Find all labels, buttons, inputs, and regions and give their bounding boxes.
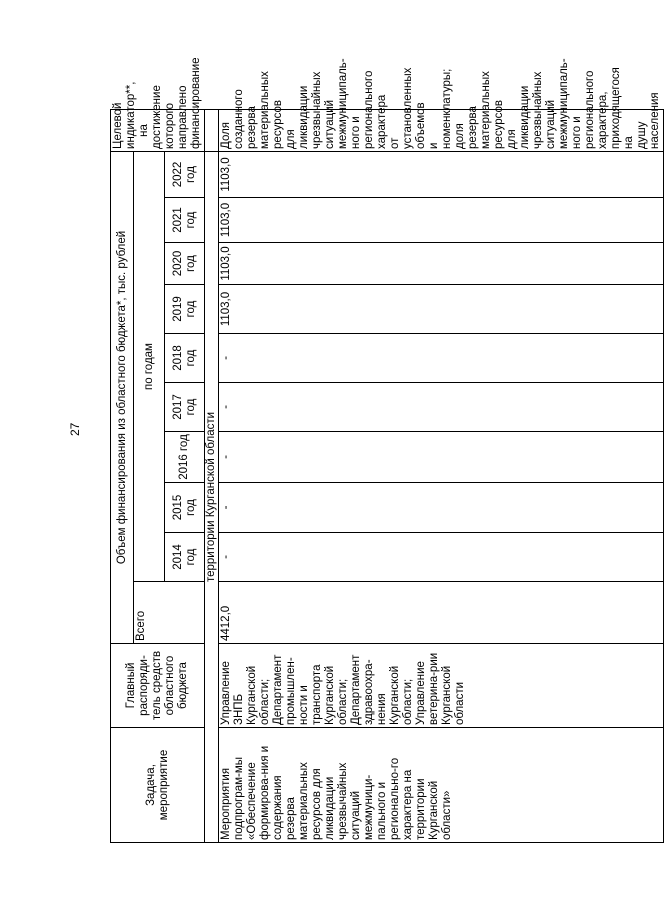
row-distributor: Управление ЗНПБ Курганской области; Департамент промышлен-ности и транспорта Курганской области; Департамент здравоохра-нения Курганской области; Управление ветерина-рии Курганской области bbox=[219, 644, 664, 728]
row-task: Мероприятия подпрограм-мы «Обеспечение формирова-ния и содержания резерва материальных ресурсов для ликвидации чрезвычайных ситуаций межмуници-пального и регионально-го характера на территории Курганской области» bbox=[219, 728, 664, 843]
section-band-text: территории Курганской области bbox=[205, 151, 219, 842]
row-value: 1103,0 bbox=[219, 243, 664, 285]
header-task: Задача, мероприятие bbox=[111, 728, 205, 843]
row-value: 1103,0 bbox=[219, 151, 664, 197]
row-total: 4412,0 bbox=[219, 582, 664, 644]
header-distributor: Главный распоряди-тель средств областного бюджета bbox=[111, 644, 205, 728]
header-by-years: по годам bbox=[134, 151, 165, 581]
header-funding: Объем финансирования из областного бюджета*, тыс. рублей bbox=[111, 151, 134, 643]
row-value: - bbox=[219, 432, 664, 483]
header-indicator: Целевой индикатор**, на достижение которого направлено финансирование bbox=[111, 109, 205, 151]
section-band-blank bbox=[205, 109, 219, 151]
header-year: 2014 год bbox=[165, 533, 205, 582]
row-value: - bbox=[219, 334, 664, 383]
header-total: Всего bbox=[134, 582, 205, 644]
header-year: 2016 год bbox=[165, 432, 205, 483]
row-value: 1103,0 bbox=[219, 198, 664, 243]
row-value: - bbox=[219, 533, 664, 582]
row-value: - bbox=[219, 383, 664, 432]
row-indicator: Доля созданного резерва материальных ресурсов для ликвидации чрезвычайных ситуаций межмуниципаль-ного и регионального характера от установленных объемов и номенклатуры; доля резерва материальных ресурсов для ликвидации чрезвычайных ситуаций межмуниципаль-ного и регионального характера, приходящегося на душу населения bbox=[219, 109, 664, 151]
header-year: 2019 год bbox=[165, 285, 205, 334]
funding-table bbox=[110, 57, 664, 843]
row-value: 1103,0 bbox=[219, 285, 664, 334]
header-year: 2022 год bbox=[165, 151, 205, 197]
row-value: - bbox=[219, 483, 664, 533]
header-year: 2021 год bbox=[165, 198, 205, 243]
page-number: 27 bbox=[68, 422, 82, 436]
header-year: 2020 год bbox=[165, 243, 205, 285]
header-year: 2015 год bbox=[165, 483, 205, 533]
header-year: 2018 год bbox=[165, 334, 205, 383]
header-year: 2017 год bbox=[165, 383, 205, 432]
funding-table-page bbox=[110, 57, 661, 843]
